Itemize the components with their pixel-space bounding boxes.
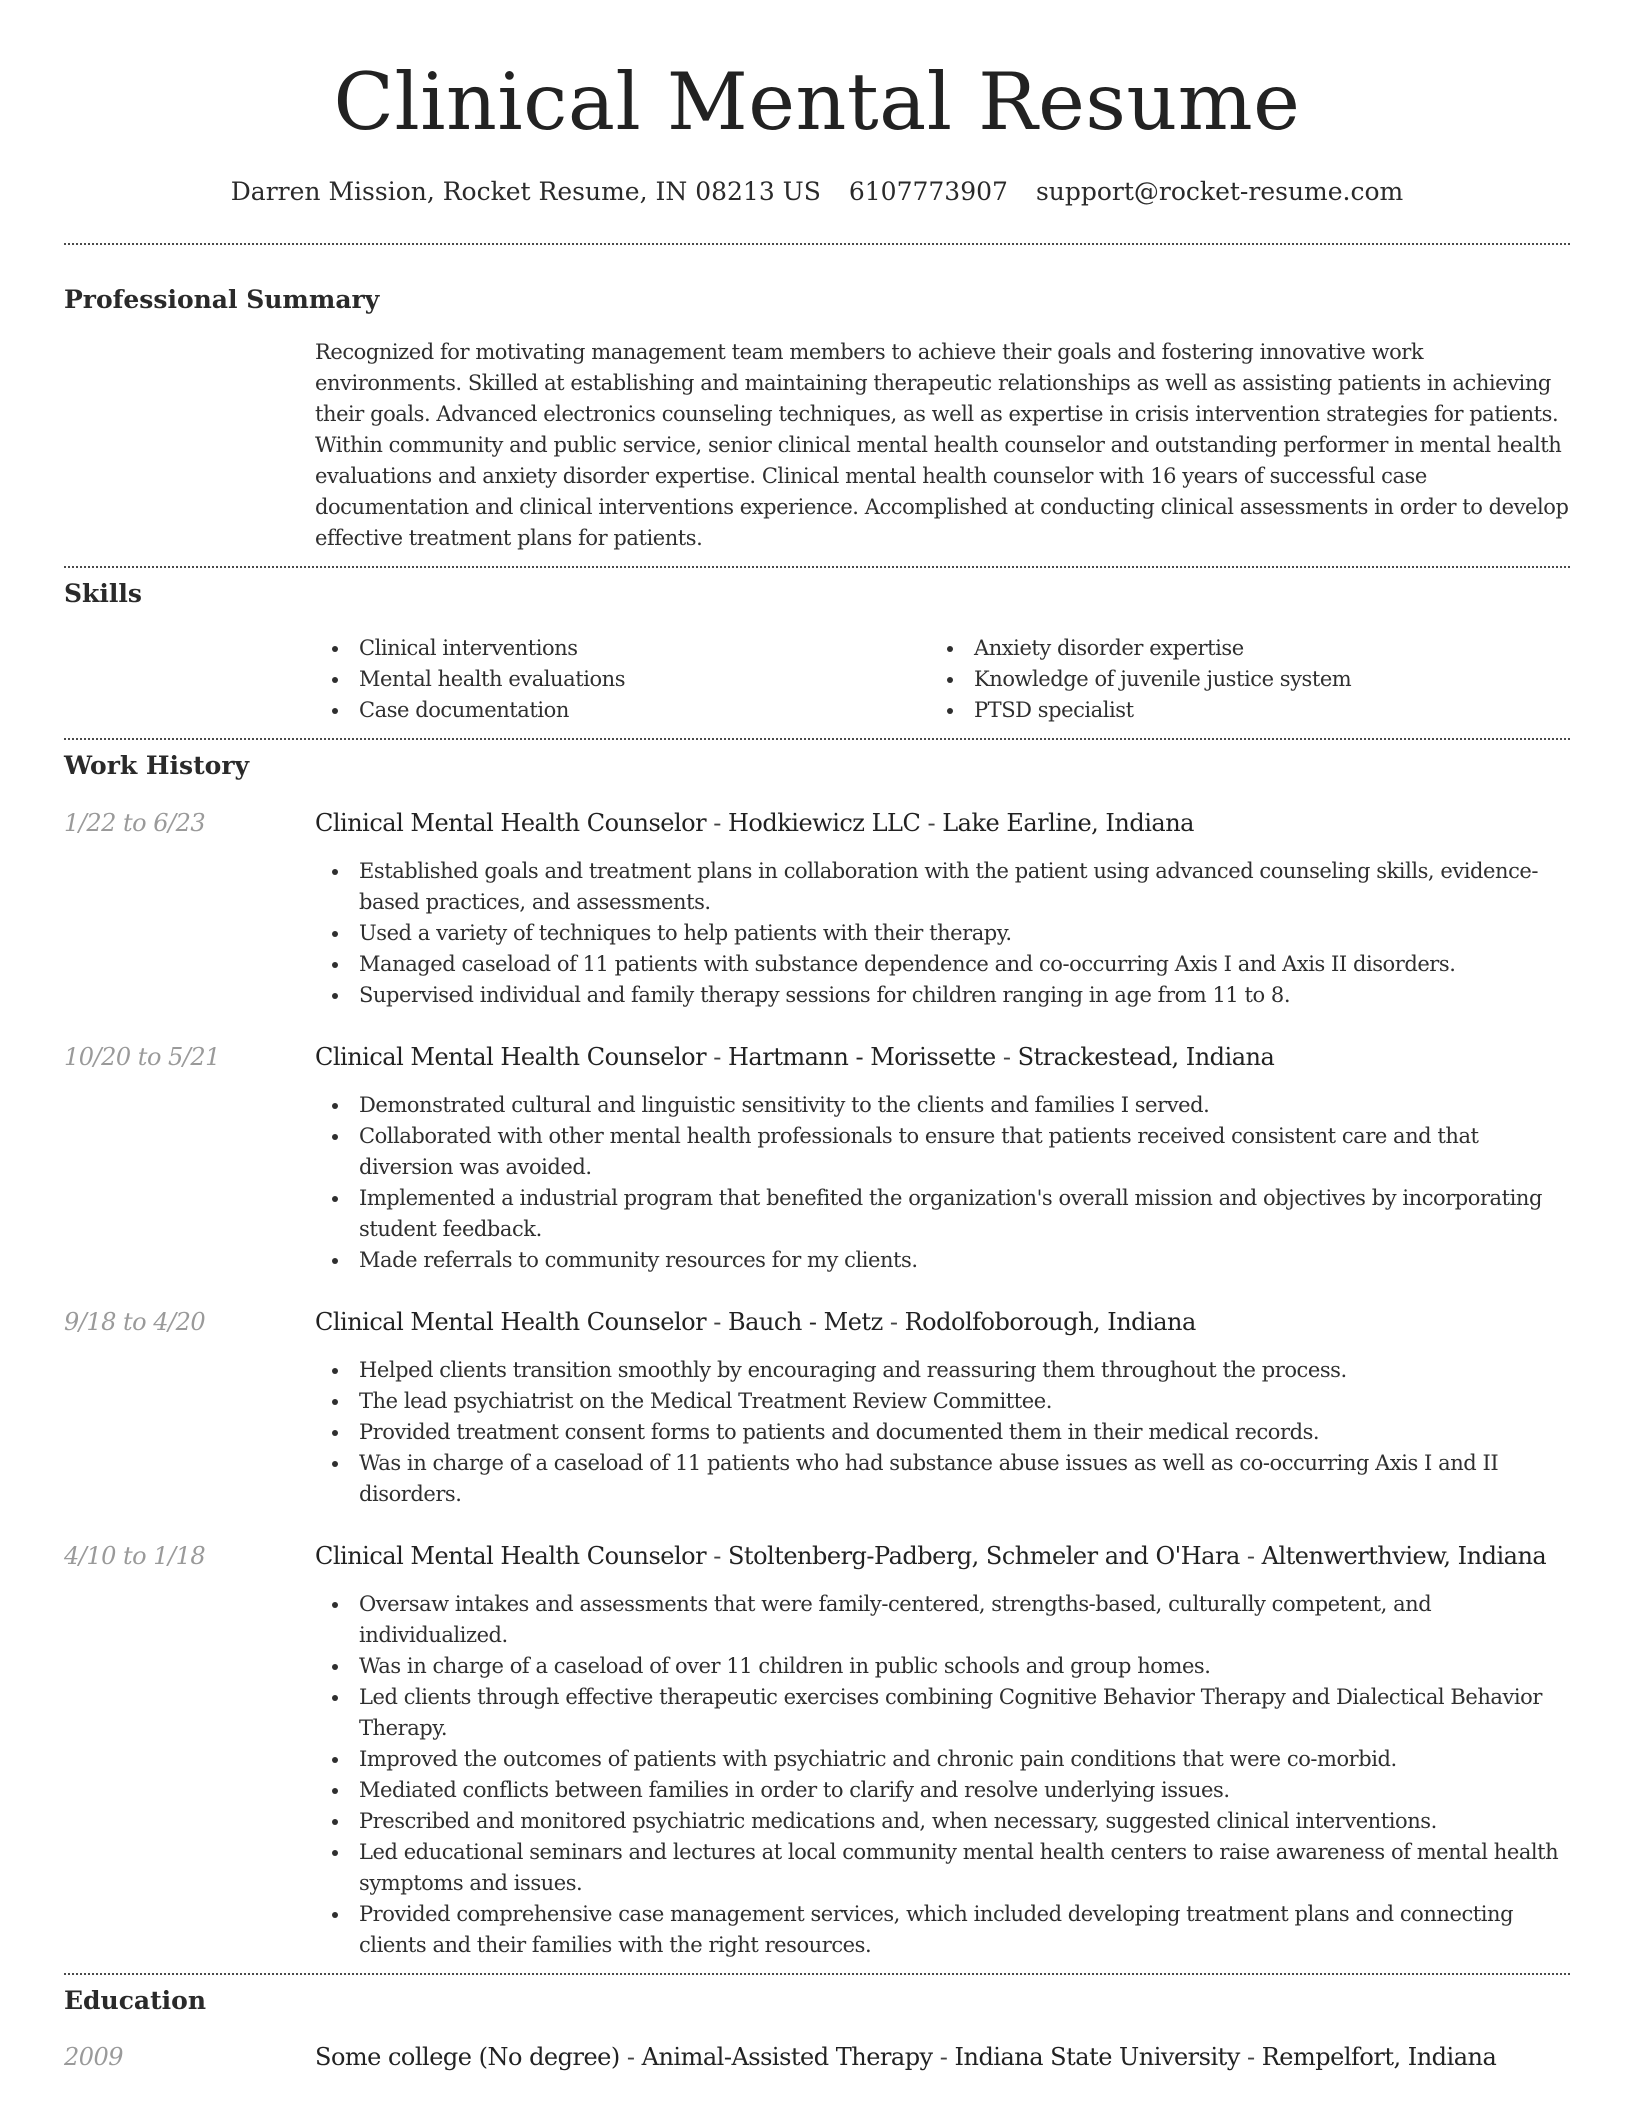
resume-page	[64, 0, 1570, 2073]
job-bullet: Oversaw intakes and assessments that were family-centered, strengths-based, culturally competent, and individualized.	[315, 1589, 1570, 1651]
job-header	[315, 1540, 1570, 1572]
separator: -	[713, 1542, 721, 1570]
education-location: Rempelfort, Indiana	[1261, 2043, 1497, 2071]
divider	[64, 243, 1570, 245]
job-title: Clinical Mental Health Counselor	[315, 1043, 707, 1071]
education-header	[315, 2041, 1570, 2073]
divider	[64, 566, 1570, 568]
skill-item: Clinical interventions	[315, 633, 930, 664]
job-company: Stoltenberg-Padberg, Schmeler and O'Hara	[727, 1542, 1240, 1570]
skill-item: Anxiety disorder expertise	[930, 633, 1545, 664]
job-bullet: Helped clients transition smoothly by encouraging and reassuring them throughout the process.	[315, 1355, 1570, 1386]
job-bullet: Was in charge of a caseload of over 11 children in public schools and group homes.	[315, 1651, 1570, 1682]
job-bullet: Established goals and treatment plans in collaboration with the patient using advanced counseling skills, evidence-based practices, and assessments.	[315, 856, 1570, 918]
job-location: Lake Earline, Indiana	[942, 809, 1194, 837]
job-bullet: Mediated conflicts between families in order to clarify and resolve underlying issues.	[315, 1775, 1570, 1806]
separator: -	[1246, 2043, 1255, 2071]
separator: -	[713, 809, 721, 837]
job-bullet: Provided comprehensive case management services, which included developing treatment plans and connecting clients and their families with the right resources.	[315, 1899, 1570, 1961]
job-entry	[64, 1540, 1570, 1961]
education-degree: Some college (No degree)	[315, 2043, 620, 2071]
job-bullet: Led educational seminars and lectures at local community mental health centers to raise awareness of mental health symptoms and issues.	[315, 1837, 1570, 1899]
separator: -	[1002, 1043, 1011, 1071]
job-entry	[64, 807, 1570, 1011]
job-dates: 10/20 to 5/21	[64, 1043, 220, 1071]
job-company: Bauch - Metz	[727, 1308, 883, 1336]
separator: -	[713, 1308, 721, 1336]
skills-section	[64, 578, 1570, 726]
education-entry	[64, 2041, 1570, 2073]
job-bullets	[315, 1589, 1570, 1961]
job-bullets	[315, 1090, 1570, 1276]
skills-heading: Skills	[64, 579, 142, 608]
job-location: Rodolfoborough, Indiana	[904, 1308, 1196, 1336]
skill-item: Case documentation	[315, 695, 930, 726]
job-bullet: Prescribed and monitored psychiatric medications and, when necessary, suggested clinical interventions.	[315, 1806, 1570, 1837]
job-dates: 1/22 to 6/23	[64, 809, 206, 837]
education-year: 2009	[64, 2043, 124, 2071]
job-bullet: Collaborated with other mental health professionals to ensure that patients received consistent care and that diversion was avoided.	[315, 1121, 1570, 1183]
job-bullet: Provided treatment consent forms to patients and documented them in their medical records.	[315, 1417, 1570, 1448]
separator: -	[713, 1043, 721, 1071]
contact-phone: 6107773907	[848, 177, 1008, 206]
divider	[64, 738, 1570, 740]
job-bullet: Was in charge of a caseload of 11 patients who had substance abuse issues as well as co-occurring Axis I and II disorders.	[315, 1448, 1570, 1510]
divider	[64, 1973, 1570, 1975]
job-company: Hartmann - Morissette	[727, 1043, 996, 1071]
job-header	[315, 1041, 1570, 1073]
job-title: Clinical Mental Health Counselor	[315, 1542, 707, 1570]
job-bullets	[315, 1355, 1570, 1510]
job-dates: 9/18 to 4/20	[64, 1308, 206, 1336]
job-entry	[64, 1041, 1570, 1276]
work-history-heading: Work History	[64, 751, 250, 780]
separator: -	[626, 2043, 635, 2071]
skills-list-right	[930, 633, 1545, 726]
summary-section	[64, 284, 1570, 554]
job-bullet: Supervised individual and family therapy sessions for children ranging in age from 11 to 8.	[315, 980, 1570, 1011]
job-company: Hodkiewicz LLC	[727, 809, 921, 837]
job-bullet: The lead psychiatrist on the Medical Treatment Review Committee.	[315, 1386, 1570, 1417]
job-bullet: Improved the outcomes of patients with psychiatric and chronic pain conditions that were co-morbid.	[315, 1744, 1570, 1775]
contact-address: Darren Mission, Rocket Resume, IN 08213 US	[230, 177, 821, 206]
skills-list-left	[315, 633, 930, 726]
skill-item: Mental health evaluations	[315, 664, 930, 695]
separator: -	[927, 809, 936, 837]
education-section	[64, 1985, 1570, 2073]
summary-text: Recognized for motivating management team members to achieve their goals and fostering innovative work environments. Skilled at establishing and maintaining therapeutic relationships as well as assisting patients in achieving their goals. Advanced electronics counseling techniques, as well as expertise in crisis intervention strategies for patients. Within community and public service, senior clinical mental health counselor and outstanding performer in mental health evaluations and anxiety disorder expertise. Clinical mental health counselor with 16 years of successful case documentation and clinical interventions experience. Accomplished at conducting clinical assessments in order to develop effective treatment plans for patients.	[315, 340, 1569, 550]
summary-heading: Professional Summary	[64, 285, 380, 314]
resume-title: Clinical Mental Resume	[333, 56, 1301, 148]
job-bullets	[315, 856, 1570, 1011]
skill-item: Knowledge of juvenile justice system	[930, 664, 1545, 695]
job-title: Clinical Mental Health Counselor	[315, 1308, 707, 1336]
job-entry	[64, 1306, 1570, 1510]
education-field: Animal-Assisted Therapy	[641, 2043, 933, 2071]
job-location: Altenwerthview, Indiana	[1261, 1542, 1547, 1570]
job-bullet: Demonstrated cultural and linguistic sensitivity to the clients and families I served.	[315, 1090, 1570, 1121]
education-school: Indiana State University	[954, 2043, 1240, 2071]
education-heading: Education	[64, 1986, 207, 2015]
job-bullet: Managed caseload of 11 patients with substance dependence and co-occurring Axis I and Axis II disorders.	[315, 949, 1570, 980]
work-history-section	[64, 750, 1570, 1961]
job-location: Strackestead, Indiana	[1017, 1043, 1275, 1071]
job-header	[315, 807, 1570, 839]
job-bullet: Implemented a industrial program that benefited the organization's overall mission and objectives by incorporating student feedback.	[315, 1183, 1570, 1245]
job-title: Clinical Mental Health Counselor	[315, 809, 707, 837]
contact-email: support@rocket-resume.com	[1035, 177, 1404, 206]
job-bullet: Made referrals to community resources for my clients.	[315, 1245, 1570, 1276]
job-header	[315, 1306, 1570, 1338]
job-bullet: Used a variety of techniques to help patients with their therapy.	[315, 918, 1570, 949]
separator: -	[1246, 1542, 1255, 1570]
separator: -	[889, 1308, 898, 1336]
job-bullet: Led clients through effective therapeutic exercises combining Cognitive Behavior Therapy and Dialectical Behavior Therapy.	[315, 1682, 1570, 1744]
contact-line	[64, 176, 1570, 208]
job-dates: 4/10 to 1/18	[64, 1542, 206, 1570]
separator: -	[939, 2043, 948, 2071]
skill-item: PTSD specialist	[930, 695, 1545, 726]
